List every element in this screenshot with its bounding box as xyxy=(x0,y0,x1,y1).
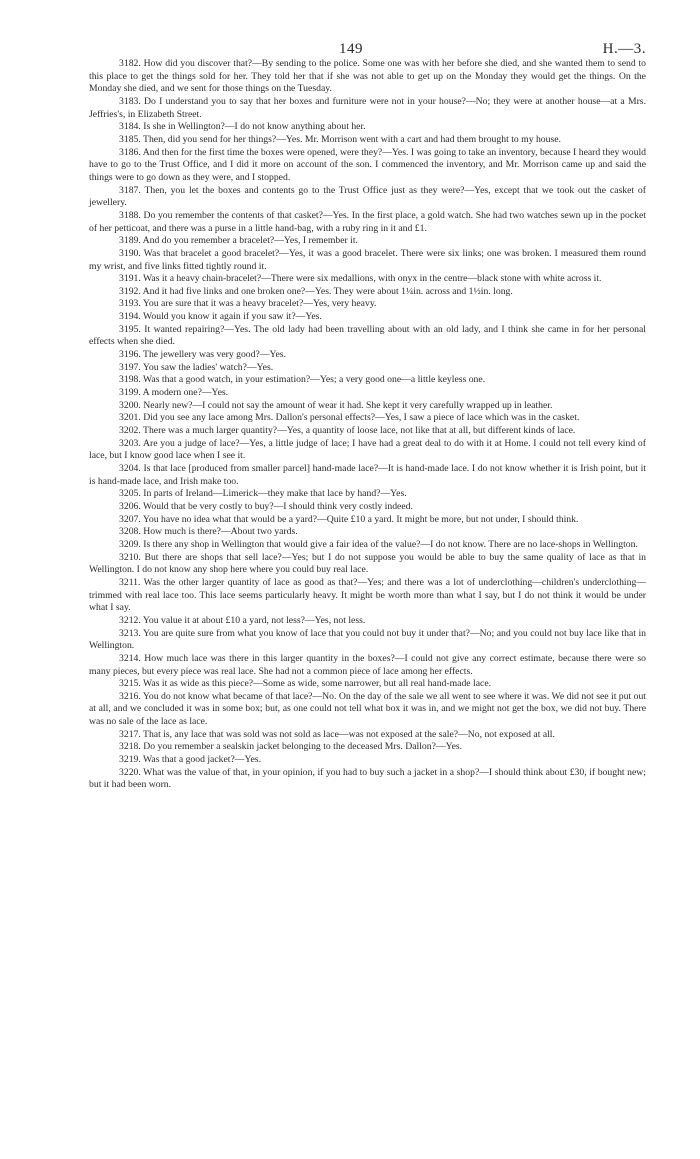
testimony-paragraph: 3220. What was the value of that, in your opinion, if you had to buy such a jacket in a shop?—I should think about £30, if bought new; but it had been worn. xyxy=(89,766,646,791)
testimony-paragraph: 3200. Nearly new?—I could not say the amount of wear it had. She kept it very carefully wrapped up in leather. xyxy=(119,399,553,411)
document-reference: H.—3. xyxy=(602,41,646,57)
page-header xyxy=(89,0,646,58)
testimony-paragraph: 3184. Is she in Wellington?—I do not know anything about her. xyxy=(119,121,366,133)
testimony-paragraph: 3208. How much is there?—About two yards. xyxy=(119,526,298,538)
testimony-paragraph: 3212. You value it at about £10 a yard, not less?—Yes, not less. xyxy=(119,614,366,626)
testimony-paragraph: 3207. You have no idea what that would be a yard?—Quite £10 a yard. It might be more, but not under, I should think. xyxy=(119,513,579,525)
testimony-paragraph: 3185. Then, did you send for her things?—Yes. Mr. Morrison went with a cart and had them brought to my house. xyxy=(119,133,561,145)
testimony-paragraph: 3215. Was it as wide as this piece?—Some as wide, some narrower, but all real hand-made lace. xyxy=(119,678,492,690)
testimony-paragraph: 3203. Are you a judge of lace?—Yes, a little judge of lace; I have had a great deal to do with it at Home. I could not tell every kind of lace, but I know good lace when I see it. xyxy=(89,437,646,462)
testimony-paragraph: 3204. Is that lace [produced from smaller parcel] hand-made lace?—It is hand-made lace. I do not know whether it is Irish point, but it is hand-made lace, and Irish make too. xyxy=(89,463,646,487)
testimony-paragraph: 3197. You saw the ladies' watch?—Yes. xyxy=(119,361,274,373)
testimony-paragraph: 3190. Was that bracelet a good bracelet?—Yes, it was a good bracelet. There were six links; one was broken. I measured them round my wrist, and five links fitted tightly round it. xyxy=(89,247,646,272)
testimony-paragraph: 3216. You do not know what became of that lace?—No. On the day of the sale we all went to see where it was. We did not see it put out at all, and we concluded it was in some box; but, as one could not tell what box it was in, and we might not get the box, we did not buy. There was no sale of the lace as lace. xyxy=(89,690,646,728)
testimony-paragraph: 3183. Do I understand you to say that her boxes and furniture were not in your house?—No; they were at another house—at a Mrs. Jeffries's, in Elizabeth Street. xyxy=(89,95,646,120)
testimony-paragraph: 3182. How did you discover that?—By sending to the police. Some one was with her before she died, and she wanted them to send to this place to get the things sold for her. They told her that if she was not able to get up on the Monday they would get the things. On the Monday she died, and we sent for those things on the Tuesday. xyxy=(89,58,646,95)
testimony-paragraph: 3187. Then, you let the boxes and contents go to the Trust Office just as they were?—Yes, except that we took out the casket of jewellery. xyxy=(89,184,646,209)
testimony-paragraph: 3217. That is, any lace that was sold was not sold as lace—was not exposed at the sale?—No, not exposed at all. xyxy=(119,728,555,740)
testimony-paragraph: 3211. Was the other larger quantity of lace as good as that?—Yes; and there was a lot of underclothing—children's underclothing—trimmed with real lace too. This lace seems particularly heavy. It might be worth more than what I say, but I do not think it would be under what I say. xyxy=(89,576,646,614)
testimony-paragraph: 3213. You are quite sure from what you know of lace that you could not buy it under that?—No; and you could not buy lace like that in Wellington. xyxy=(89,627,646,652)
testimony-paragraph: 3199. A modern one?—Yes. xyxy=(119,387,229,399)
testimony-paragraph: 3189. And do you remember a bracelet?—Yes, I remember it. xyxy=(119,235,358,247)
testimony-paragraph: 3219. Was that a good jacket?—Yes. xyxy=(119,754,261,766)
testimony-paragraph: 3205. In parts of Ireland—Limerick—they make that lace by hand?—Yes. xyxy=(119,488,407,500)
testimony-paragraph: 3194. Would you know it again if you saw it?—Yes. xyxy=(119,311,322,323)
testimony-paragraph: 3191. Was it a heavy chain-bracelet?—There were six medallions, with onyx in the centre—black stone with white across it. xyxy=(119,273,602,285)
testimony-paragraph: 3186. And then for the first time the boxes were opened, were they?—Yes. I was going to take an inventory, because I heard they would have to go to the Trust Office, and I did it more on account of the son. I commenced the inventory, and Mr. Morrison came up and said the things were to go down as they were, and I stopped. xyxy=(89,146,646,183)
testimony-paragraph: 3188. Do you remember the contents of that casket?—Yes. In the first place, a gold watch. She had two watches sewn up in the pocket of her petticoat, and there was a purse in a little hand-bag, with a ruby ring in it and £1. xyxy=(89,209,646,234)
testimony-paragraph: 3195. It wanted repairing?—Yes. The old lady had been travelling about with an old lady, and I think she came in for her personal effects when she died. xyxy=(89,323,646,348)
page-number: 149 xyxy=(339,41,363,57)
testimony-paragraph: 3201. Did you see any lace among Mrs. Dallon's personal effects?—Yes, I saw a piece of lace which was in the casket. xyxy=(119,412,580,424)
testimony-paragraph: 3214. How much lace was there in this larger quantity in the boxes?—I could not give any correct estimate, because there were so many pieces, but every piece was real lace. She had not a common piece of lace among her effects. xyxy=(89,652,646,677)
testimony-paragraph: 3193. You are sure that it was a heavy bracelet?—Yes, very heavy. xyxy=(119,298,377,310)
testimony-paragraph: 3192. And it had five links and one broken one?—Yes. They were about 1¼in. across and 1½in. long. xyxy=(119,285,513,297)
testimony-paragraph: 3198. Was that a good watch, in your estimation?—Yes; a very good one—a little keyless one. xyxy=(119,374,486,386)
testimony-body xyxy=(89,58,646,792)
testimony-paragraph: 3218. Do you remember a sealskin jacket belonging to the deceased Mrs. Dallon?—Yes. xyxy=(119,741,463,753)
testimony-paragraph: 3209. Is there any shop in Wellington that would give a fair idea of the value?—I do not know. There are no lace-shops in Wellington. xyxy=(119,538,638,550)
testimony-paragraph: 3210. But there are shops that sell lace?—Yes; but I do not suppose you would be able to buy the same quality of lace as that in Wellington. I do not know any shop here where you could buy real lace. xyxy=(89,551,646,576)
testimony-paragraph: 3196. The jewellery was very good?—Yes. xyxy=(119,349,286,361)
testimony-paragraph: 3206. Would that be very costly to buy?—I should think very costly indeed. xyxy=(119,500,413,512)
testimony-paragraph: 3202. There was a much larger quantity?—Yes, a quantity of loose lace, not like that at all, but different kinds of lace. xyxy=(119,425,576,437)
